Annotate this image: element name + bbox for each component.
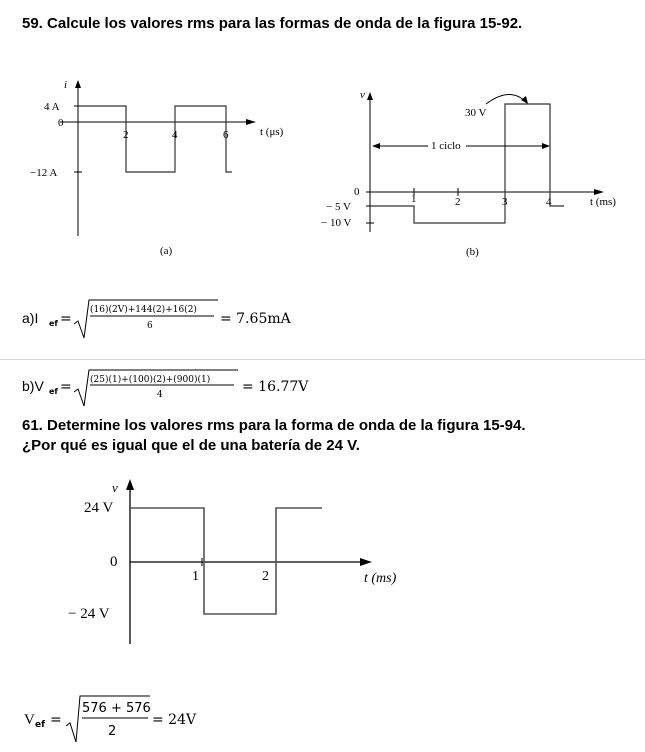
svg-text:ef: ef [49,387,58,396]
fig-94-ytick-neg24v: − 24 V [68,606,110,622]
svg-text:576 + 576: 576 + 576 [82,701,151,716]
fig-a-y-arrow [75,80,81,88]
fig-b-annotation-arrow [486,94,526,104]
fig-a-xtick-4: 4 [172,129,178,141]
problem-61-heading [22,416,526,456]
svg-text:= 24V: = 24V [152,712,197,728]
svg-text:6: 6 [147,321,153,331]
svg-text:2: 2 [108,724,117,739]
problem-61-heading-line2: ¿Por qué es igual que el de una batería de 24 V. [22,437,360,454]
svg-text:= 16.77V: = 16.77V [242,379,309,395]
svg-text:= 7.65mA: = 7.65mA [220,311,291,327]
figure-15-92a [20,72,320,262]
fig-94-xtick-1: 1 [192,569,199,584]
fig-a-waveform [78,106,232,172]
svg-text:=: = [60,379,72,395]
svg-text:b)V: b)V [22,378,44,394]
fig-b-x-label: t (ms) [590,196,616,208]
svg-text:a)I: a)I [22,310,39,326]
svg-text:V: V [24,712,35,728]
fig-94-y-label: v [112,480,118,495]
fig-b-xtick-4: 4 [546,196,552,208]
fig-b-ytick-0: 0 [354,186,360,198]
fig-b-annotation: 30 V [465,107,487,119]
fig-a-ytick-0: 0 [58,117,64,129]
figure-15-92b [318,80,638,262]
fig-b-xtick-3: 3 [502,196,508,208]
answer-61-formula [22,690,282,746]
fig-a-xtick-2: 2 [123,129,129,141]
fig-b-ytick-10v: − 10 V [321,217,352,229]
fig-a-x-arrow [246,119,256,125]
fig-b-ytick-5v: − 5 V [326,201,351,213]
fig-b-caption: (b) [466,246,479,258]
fig-a-caption: (a) [160,245,173,257]
separator-line [0,359,645,360]
fig-94-ytick-24v: 24 V [84,500,114,516]
fig-94-xtick-2: 2 [262,569,269,584]
problem-59-heading: 59. Calcule los valores rms para las formas de onda de la figura 15-92. [22,15,523,32]
fig-94-waveform [130,508,322,614]
svg-text:=: = [50,712,62,728]
fig-a-ytick-4a: 4 A [44,101,60,113]
figure-15-94 [50,474,430,654]
svg-text:ef: ef [35,720,46,730]
svg-text:ef: ef [49,319,58,328]
fig-a-y-label: i [64,79,68,91]
fig-94-ytick-0: 0 [110,554,118,570]
answer-a-formula [22,294,322,340]
svg-text:=: = [60,311,72,327]
fig-b-y-label: v [360,89,365,101]
fig-a-xtick-6: 6 [223,129,229,141]
svg-text:(25)(1)+(100)(2)+(900)(1): (25)(1)+(100)(2)+(900)(1) [90,375,211,385]
fig-b-cycle-label: 1 ciclo [431,140,461,152]
svg-text:(16)(2V)+144(2)+16(2): (16)(2V)+144(2)+16(2) [90,305,197,315]
fig-a-ytick-12a: −12 A [30,167,58,179]
fig-b-xtick-1: 1 [411,193,417,205]
problem-61-heading-line1: 61. Determine los valores rms para la forma de onda de la figura 15-94. [22,417,526,434]
fig-b-waveform [370,104,564,223]
answer-b-formula [22,364,342,410]
svg-text:4: 4 [157,390,163,400]
fig-a-x-label: t (μs) [260,126,284,138]
fig-b-xtick-2: 2 [455,196,461,208]
fig-94-x-label: t (ms) [364,571,397,586]
